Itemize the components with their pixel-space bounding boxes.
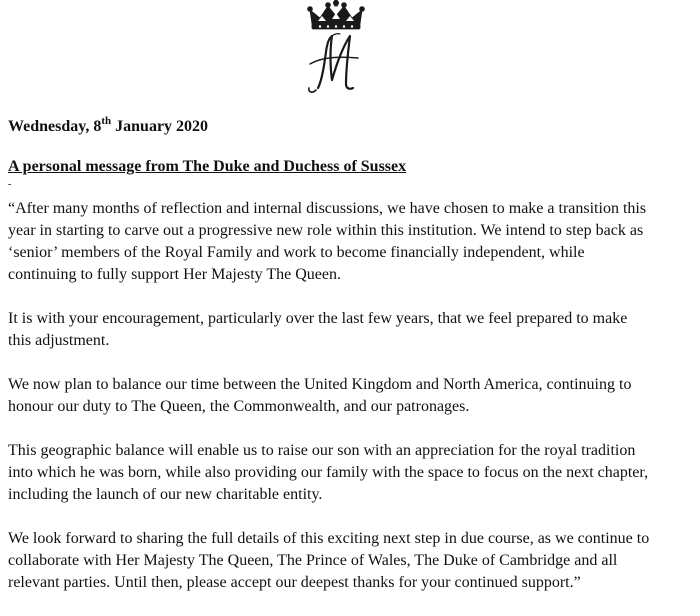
crown-monogram-icon bbox=[296, 0, 376, 100]
date-day: Wednesday, 8 bbox=[8, 118, 102, 135]
paragraph-line: continuing to fully support Her Majesty The Queen. bbox=[8, 266, 341, 283]
paragraph-line: honour our duty to The Queen, the Commonwealth, and our patronages. bbox=[8, 398, 470, 415]
paragraph-line: including the launch of our new charitable entity. bbox=[8, 486, 323, 503]
letter-paragraph bbox=[8, 528, 688, 594]
paragraph-line: year in starting to carve out a progressive new role within this institution. We intend to step back as bbox=[8, 222, 644, 239]
letter-paragraph bbox=[8, 440, 688, 506]
letter-date bbox=[8, 114, 209, 136]
date-ordinal: th bbox=[101, 114, 112, 127]
paragraph-line: This geographic balance will enable us to raise our son with an appreciation for the royal tradition bbox=[8, 442, 636, 459]
paragraph-line: ‘senior’ members of the Royal Family and work to become financially independent, while bbox=[8, 244, 585, 261]
heading-dash: - bbox=[8, 179, 12, 190]
letter-paragraph bbox=[8, 308, 688, 352]
paragraph-line: “After many months of reflection and internal discussions, we have chosen to make a transition this bbox=[8, 200, 647, 217]
paragraph-line: collaborate with Her Majesty The Queen, The Prince of Wales, The Duke of Cambridge and all bbox=[8, 552, 618, 569]
paragraph-line: this adjustment. bbox=[8, 332, 110, 349]
letter-paragraph bbox=[8, 374, 688, 418]
paragraph-line: into which he was born, while also providing our family with the space to focus on the next chapter, bbox=[8, 464, 649, 481]
letter-paragraph bbox=[8, 198, 688, 286]
letter-heading: A personal message from The Duke and Duchess of Sussex bbox=[8, 158, 407, 175]
paragraph-line: We look forward to sharing the full details of this exciting next step in due course, as we continue to bbox=[8, 530, 650, 547]
paragraph-line: We now plan to balance our time between the United Kingdom and North America, continuing to bbox=[8, 376, 632, 393]
paragraph-line: It is with your encouragement, particularly over the last few years, that we feel prepared to make bbox=[8, 310, 628, 327]
letter-body bbox=[8, 198, 688, 616]
paragraph-line: relevant parties. Until then, please accept our deepest thanks for your continued support.” bbox=[8, 574, 581, 591]
date-month-year: January 2020 bbox=[111, 118, 209, 135]
